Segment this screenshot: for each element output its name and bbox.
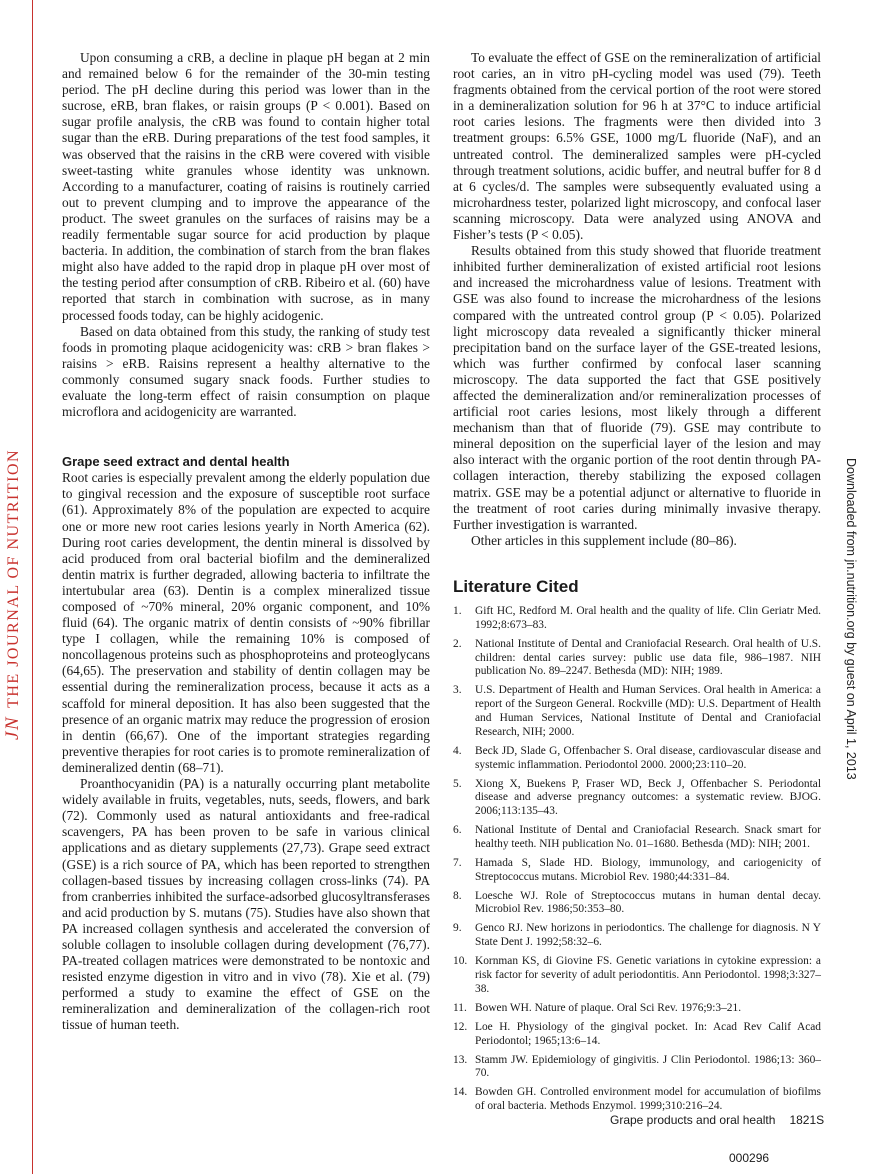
paragraph: To evaluate the effect of GSE on the remineralization of artificial root caries, an in vitro pH-cycling model was used (79). Teeth fragments obtained from the cervical portion of the root were stored in a demineralization solution for 96 h at 37°C to induce artificial root caries lesions. The fragments were then divided into 3 treatment groups: 6.5% GSE, 1000 mg/L fluoride (NaF), and an untreated control. The demineralized samples were pH-cycled through treatment solutions, acidic buffer, and neutral buffer for 8 d at 6 cycles/d. The samples were subsequently evaluated using a microhardness tester, polarized light microscopy, and confocal laser scanning microscopy. Data were analyzed using ANOVA and Fisher’s tests (P < 0.05). [453,50,821,243]
reference-text: Loesche WJ. Role of Streptococcus mutans in human dental decay. Microbiol Rev. 1986;50:353–80. [475,889,821,916]
running-title: Grape products and oral health [610,1113,776,1127]
reference-text: Kornman KS, di Giovine FS. Genetic variations in cytokine expression: a risk factor for severity of adult periodontitis. Ann Periodontol. 1998;3:327–38. [475,955,821,995]
reference-text: Genco RJ. New horizons in periodontics. The challenge for diagnosis. N Y State Dent J. 1992;58:32–6. [475,922,821,949]
paragraph: Other articles in this supplement include (80–86). [471,532,737,548]
reference-text: Bowden GH. Controlled environment model for accumulation of biofilms of oral bacteria. Methods Enzymol. 1999;310:216–24. [475,1086,821,1113]
reference-text: U.S. Department of Health and Human Services. Oral health in America: a report of the Surgeon General. Rockville (MD): U.S. Department of Health and Human Services, National Institute of Dental and Craniofacial Research, NIH; 2000. [475,684,821,738]
reference-number: 13. [453,1053,468,1066]
literature-cited-heading: Literature Cited [453,576,579,596]
journal-sidebar [2,448,24,740]
section-heading: Grape seed extract and dental health [62,454,290,470]
reference-item [453,745,821,773]
reference-text: Xiong X, Buekens P, Fraser WD, Beck J, Offenbacher S. Periodontal disease and adverse pregnancy outcomes: a systematic review. BJOG. 2006;113:135–43. [475,777,821,818]
paragraph: Upon consuming a cRB, a decline in plaque pH began at 2 min and remained below 6 for the remainder of the 30-min testing period. The pH decline during this period was lower than in the sucrose, eRB, bran flakes, or raisin groups (P < 0.001). Based on sugar profile analysis, the cRB was found to contain higher total sugar than the eRB. During preparations of the test food samples, it was observed that the raisins in the cRB were covered with visible sweet-tasting white granules whose identity was unknown. According to a manufacturer, coating of raisins is routinely carried out to prevent clumping and to improve the appearance of the product. The sweet granules on the surfaces of raisins may be a readily fermentable sugar source for acid production by plaque bacteria. In addition, the combination of starch from the bran flakes might also have added to the rapid drop in plaque pH over most of the testing period after consumption of cRB. Ribeiro et al. (60) have reported that starch in combination with sucrose, as in many processed foods today, can be highly acidogenic. [62,50,430,323]
reference-number: 12. [453,1020,468,1033]
reference-item [453,1021,821,1049]
reference-number: 7. [453,856,462,869]
left-column [62,50,430,1034]
reference-item [453,684,821,739]
running-footer [610,1113,824,1127]
reference-number: 4. [453,744,462,757]
reference-number: 3. [453,684,462,697]
right-column [453,50,821,1119]
paragraph: Proanthocyanidin (PA) is a naturally occurring plant metabolite widely available in fruits, vegetables, nuts, seeds, flowers, and bark (72). Commonly used as natural antioxidants and free-radical scavengers, PA has been proven to be safe in various clinical applications and as dietary supplements (27,73). Grape seed extract (GSE) is a rich source of PA, which has been reported to strengthen collagen-based tissues by increasing collagen cross-links (74). PA from cranberries inhibited the surface-adsorbed glucosyltransferases and acid production by S. mutans (75). Studies have also shown that PA increased collagen synthesis and accelerated the conversion of soluble collagen to insoluble collagen during development (76,77). PA-treated collagen matrices were demonstrated to be nontoxic and resisted enzyme digestion in vitro and in vivo (78). Xie et al. (79) performed a study to examine the effect of GSE on the remineralization and demineralization of the collagen-rich root tissue of human teeth. [62,776,430,1033]
reference-item [453,890,821,918]
reference-text: Bowen WH. Nature of plaque. Oral Sci Rev. 1976;9:3–21. [475,1001,742,1014]
reference-number: 1. [453,605,462,617]
margin-rule [32,0,33,1174]
reference-text: National Institute of Dental and Craniofacial Research. Snack smart for healthy teeth. NIH publication No. 01–1680. Bethesda (MD): NIH; 2001. [475,824,821,850]
page-number: 1821S [789,1113,825,1127]
reference-text: Loe H. Physiology of the gingival pocket. In: Acad Rev Calif Acad Periodontol; 1965;13:6–14. [475,1020,821,1047]
reference-number: 5. [453,777,462,790]
reference-text: National Institute of Dental and Craniofacial Research. Oral health of U.S. children: dental caries survey: public use data file, 986–1987. NIH publication No. 89–2247. Bethesda (MD): NIH; 1989. [475,637,821,678]
reference-number: 6. [453,824,462,837]
journal-abbr: JN [2,715,23,740]
reference-item [453,857,821,885]
reference-item [453,605,821,633]
reference-number: 11. [453,1001,467,1014]
reference-item [453,1086,821,1114]
reference-text: Hamada S, Slade HD. Biology, immunology, and cariogenicity of Streptococcus mutans. Microbiol Rev. 1980;44:331–84. [475,856,821,883]
reference-item [453,638,821,679]
reference-number: 8. [453,889,462,902]
reference-item [453,824,821,852]
page-code: 000296 [729,1151,770,1165]
paragraph: Root caries is especially prevalent among the elderly population due to gingival recession and the exposure of susceptible root surface (61). Approximately 8% of the population are expected to acquire one or more new root caries lesions yearly in North America (62). During root caries development, the dentin mineral is dissolved by acid produced from oral bacterial biofilm and the demineralized dentin matrix is further degraded, allowing bacteria to infiltrate the intertubular area (63). Dentin is a complex mineralized tissue composed of ~70% mineral, 20% organic component, and 10% fluid (64). The organic matrix of dentin consists of ~90% fibrillar type I collagen, while the remaining 10% is composed of noncollagenous proteins such as phosphoproteins and proteoglycans (64,65). The preservation and stability of dentin collagen may be essential during the remineralization process, because it acts as a scaffold for mineral deposition. It has also been suggested that the presence of an organic matrix may reduce the progression of erosion in dentin (66,67). One of the important strategies regarding preventive therapies for root caries is to promote remineralization of demineralized dentin (68–71). [62,470,430,775]
reference-text: Gift HC, Redford M. Oral health and the quality of life. Clin Geriatr Med. 1992;8:673–83. [475,605,821,631]
reference-text: Beck JD, Slade G, Offenbacher S. Oral disease, cardiovascular disease and systemic inflammation. Periodontol 2000. 2000;23:110–20. [475,744,821,771]
paragraph: Based on data obtained from this study, the ranking of study test foods in promoting plaque acidogenicity was: cRB > bran flakes > raisins > eRB. Raisins represent a healthy alternative to the commonly consumed sugary snack foods. Further studies to evaluate the long-term effect of raisin consumption on plaque microflora and acidogenicity are warranted. [62,323,430,420]
reference-text: Stamm JW. Epidemiology of gingivitis. J Clin Periodontol. 1986;13: 360–70. [475,1053,821,1080]
reference-item [453,922,821,950]
reference-item [453,1002,821,1016]
reference-number: 2. [453,637,462,650]
reference-number: 9. [453,922,462,935]
reference-number: 10. [453,955,468,968]
reference-item [453,778,821,819]
reference-list [453,605,821,1114]
reference-item [453,1054,821,1082]
paragraph: Results obtained from this study showed that fluoride treatment inhibited further demineralization of existed artificial root lesions and increased the microhardness value of lesions. Treatment with GSE was also found to increase the microhardness of the lesions compared with the untreated control group (P < 0.05). Polarized light microscopy data revealed a significantly thicker mineral precipitation band on the surface layer of the GSE-treated lesions, which was further confirmed by confocal laser scanning microscopy. The data supported the fact that GSE positively affected the demineralization and/or remineralization processes of artificial root caries lesions, most likely through a different mechanism than that of fluoride (79). GSE may contribute to mineral deposition on the superficial layer of the lesion and may also interact with the organic portion of the root dentin through PA-collagen interaction, thereby stabilizing the exposed collagen matrix. GSE may be a potential adjunct or alternative to fluoride in the treatment of root caries during minimally invasive therapy. Further investigation is warranted. [453,243,821,532]
reference-number: 14. [453,1086,468,1099]
download-note: Downloaded from jn.nutrition.org by guest on April 1, 2013 [844,458,858,780]
reference-item [453,955,821,996]
journal-name: THE JOURNAL OF NUTRITION [5,448,22,708]
